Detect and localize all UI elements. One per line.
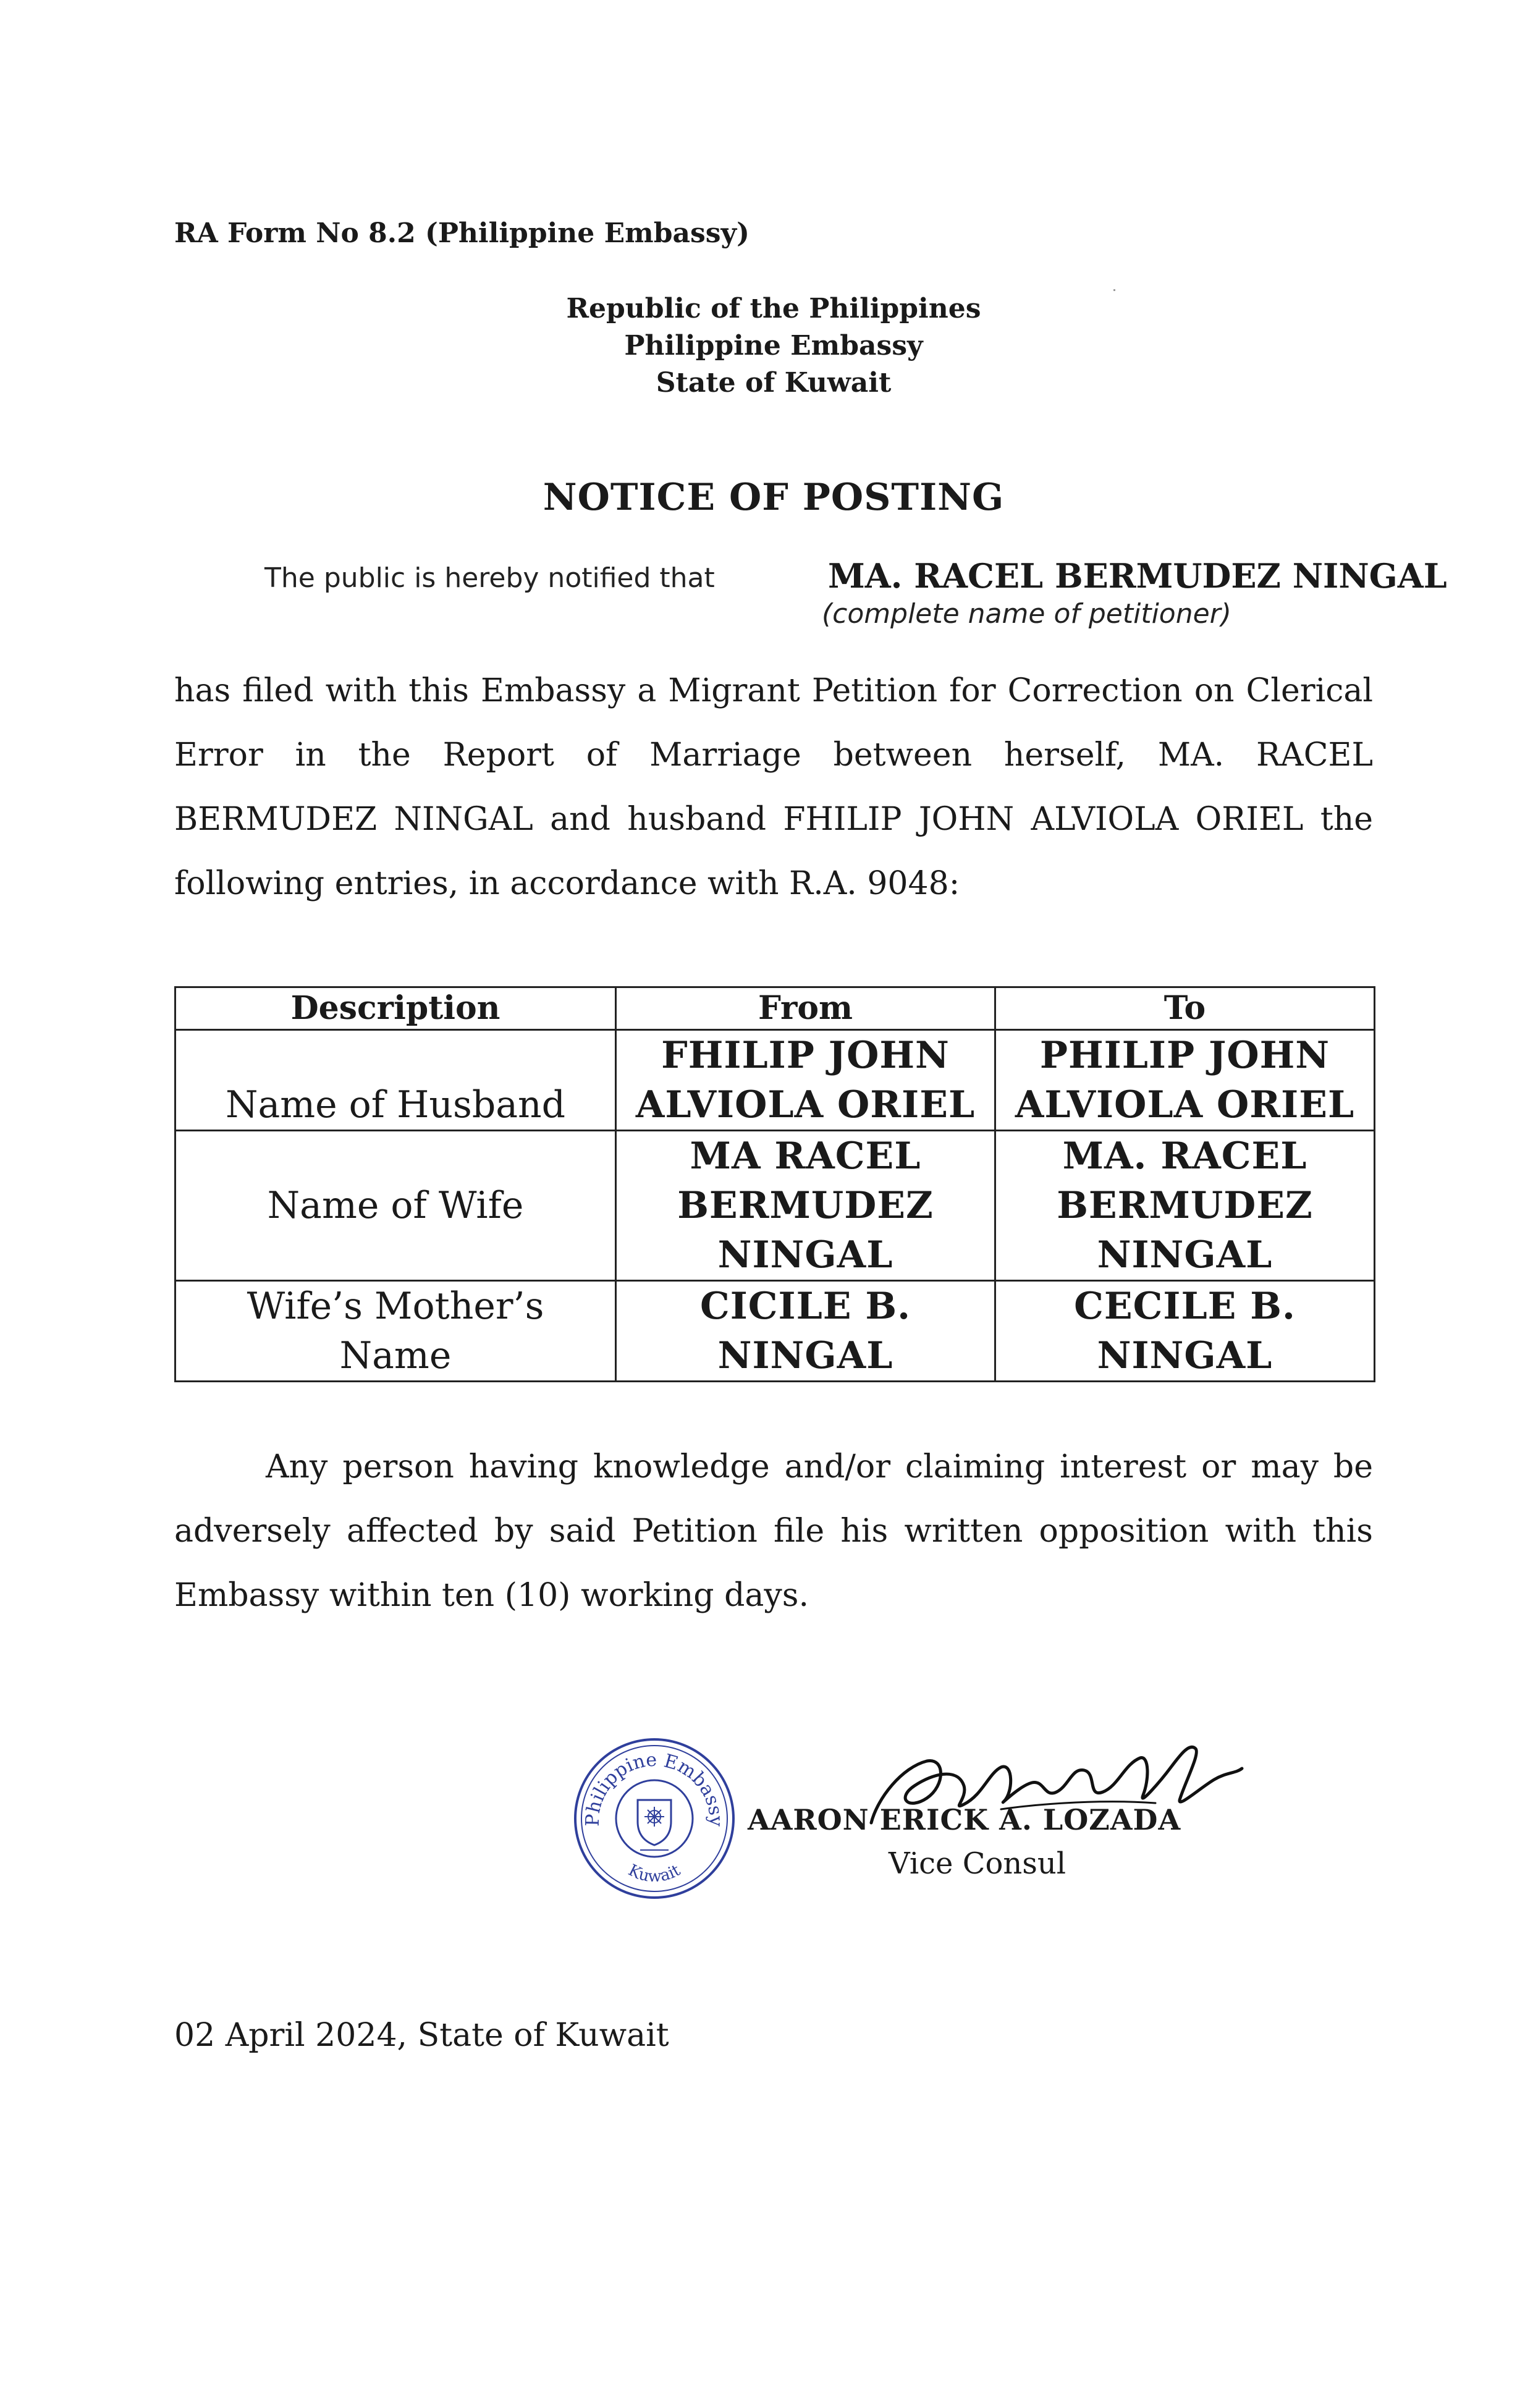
from-line: BERMUDEZ (677, 1184, 934, 1227)
seal-top-text: Philippine Embassy (581, 1749, 727, 1827)
coat-of-arms-icon (638, 1800, 671, 1850)
table-row (175, 1030, 1375, 1131)
to-line: NINGAL (1097, 1233, 1273, 1277)
header-location: State of Kuwait (656, 367, 892, 399)
seal-bottom-text: Kuwait (625, 1861, 684, 1886)
header-from: From (616, 987, 995, 1030)
document-title-text: NOTICE OF POSTING (543, 476, 1005, 519)
row-from (616, 1281, 995, 1382)
petitioner-caption: (complete name of petitioner) (822, 598, 1231, 630)
table-row (175, 1281, 1375, 1382)
to-line: ALVIOLA ORIEL (1015, 1083, 1355, 1126)
from-line: NINGAL (717, 1334, 893, 1377)
signatory-title: Vice Consul (889, 1846, 1066, 1881)
to-line: BERMUDEZ (1057, 1184, 1313, 1227)
from-line: NINGAL (717, 1233, 893, 1277)
header-to: To (995, 987, 1375, 1030)
opposition-notice (174, 1435, 1373, 1628)
description-line: Name (339, 1334, 452, 1377)
from-line: ALVIOLA ORIEL (635, 1083, 976, 1126)
date-place: 02 April 2024, State of Kuwait (174, 2017, 669, 2054)
row-to (995, 1281, 1375, 1382)
from-line: FHILIP JOHN (661, 1034, 950, 1077)
petition-body: has filed with this Embassy a Migrant Petition for Correction on Clerical Error in the Report of Marriage between herself, MA. RACEL BERMUDEZ NINGAL and husband FHILIP JOHN ALVIOLA ORIEL the following entries, in accordance with R.A. 9048: (174, 672, 1373, 902)
to-line: CECILE B. (1074, 1285, 1296, 1328)
row-description (175, 1281, 616, 1382)
form-number: RA Form No 8.2 (Philippine Embassy) (174, 218, 750, 249)
header-description: Description (175, 987, 616, 1030)
corrections-table (174, 986, 1375, 1382)
to-line: PHILIP JOHN (1039, 1034, 1330, 1077)
scan-speck (1113, 289, 1115, 291)
embassy-seal (571, 1735, 738, 1902)
to-line: MA. RACEL (1062, 1134, 1307, 1178)
from-line: CICILE B. (699, 1285, 911, 1328)
from-line: MA RACEL (690, 1134, 921, 1178)
signatory-name: AARON ERICK A. LOZADA (748, 1803, 1181, 1836)
opposition-text: Any person having knowledge and/or claiming interest or may be adversely affected by said Petition file his written opposition with this Embassy within ten (10) working days. (174, 1448, 1373, 1614)
row-from (616, 1030, 995, 1131)
row-description: Name of Wife (175, 1131, 616, 1281)
row-description: Name of Husband (175, 1030, 616, 1131)
petitioner-name: MA. RACEL BERMUDEZ NINGAL (828, 556, 1447, 596)
header-country: Republic of the Philippines (566, 293, 981, 324)
header-office: Philippine Embassy (624, 330, 923, 361)
to-line: NINGAL (1097, 1334, 1273, 1377)
row-to (995, 1131, 1375, 1281)
table-header-row (175, 987, 1375, 1030)
handwritten-signature (859, 1730, 1254, 1841)
row-to (995, 1030, 1375, 1131)
notice-intro: The public is hereby notified that (264, 562, 715, 594)
table-row (175, 1131, 1375, 1281)
row-from (616, 1131, 995, 1281)
description-line: Wife’s Mother’s (247, 1285, 544, 1328)
